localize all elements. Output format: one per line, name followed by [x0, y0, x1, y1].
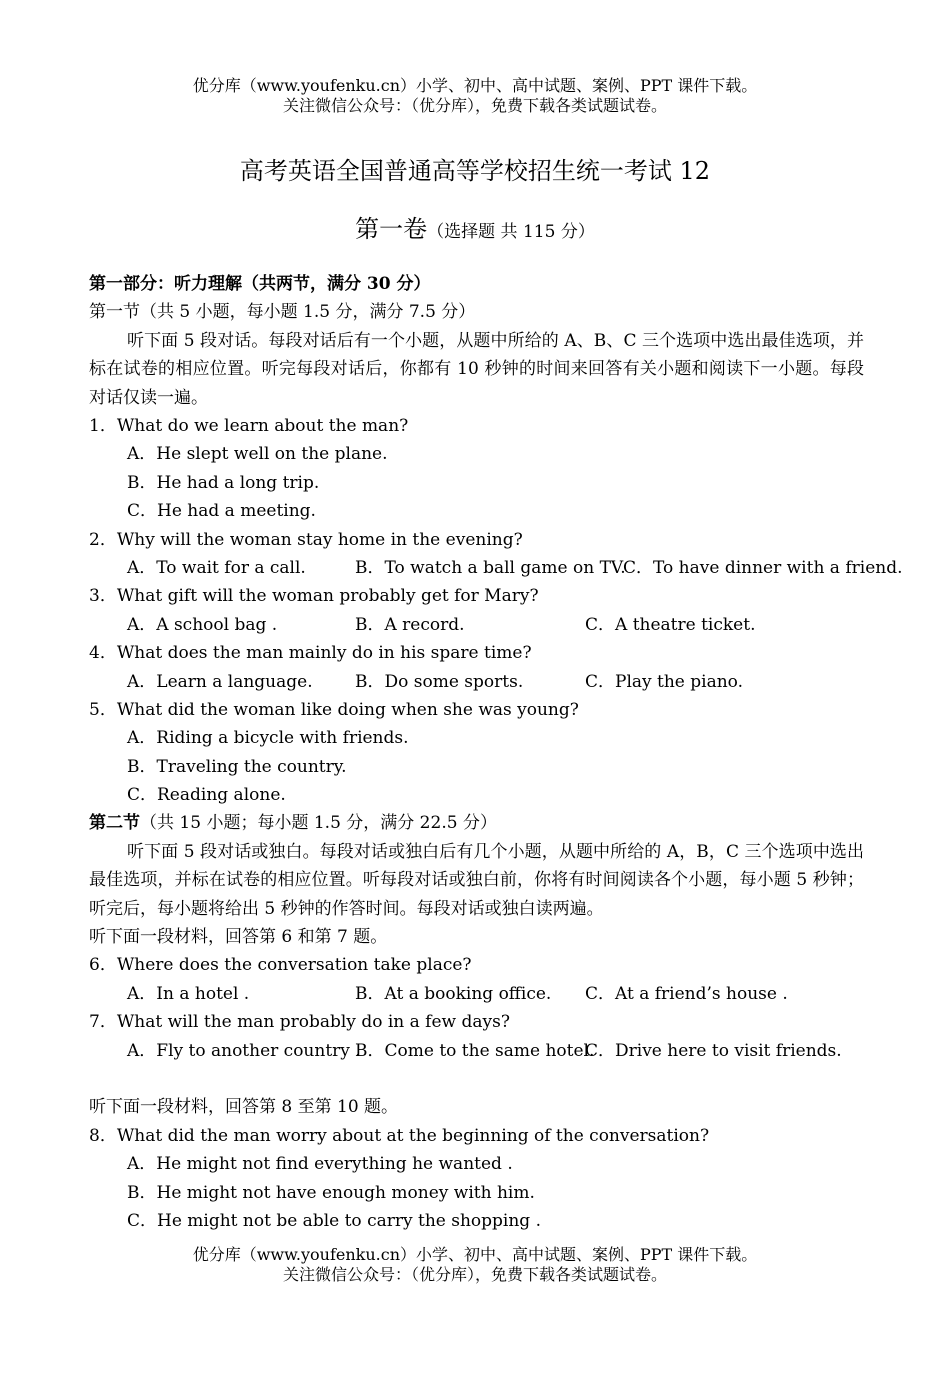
volume-note: （选择题 共 115 分）: [427, 222, 595, 242]
header-line-1: 优分库（www.youfenku.cn）小学、初中、高中试题、案例、PPT 课件下载。: [192, 76, 758, 95]
header-line-2: 关注微信公众号：（优分库），免费下载各类试题试卷。: [282, 96, 667, 115]
question-3-options: [89, 611, 864, 639]
question-3-option-c: C．A theatre ticket.: [585, 614, 756, 635]
volume-title: [0, 214, 950, 247]
question-7-option-b: B．Come to the same hotel.: [355, 1040, 595, 1061]
section1-instructions: 听下面 5 段对话。每段对话后有一个小题，从题中所给的 A、B、C 三个选项中选出最佳选项，并标在试卷的相应位置。听完每段对话后，你都有 10 秒钟的时间来回答有关小题和阅读下一小题。每段对话仅读一遍。: [89, 330, 864, 408]
section1-heading: 第一节（共 5 小题，每小题 1.5 分，满分 7.5 分）: [89, 302, 476, 323]
question-5-option-b: B．Traveling the country.: [127, 756, 347, 777]
question-1-option-a: A．He slept well on the plane.: [127, 444, 388, 465]
question-6-options: [89, 980, 864, 1008]
question-7-option-c: C．Drive here to visit friends.: [585, 1040, 842, 1061]
section2-heading: [89, 809, 864, 837]
question-8-option-c: C．He might not be able to carry the shopping .: [127, 1210, 541, 1231]
question-7-stem: 7．What will the man probably do in a few days?: [89, 1012, 510, 1033]
footer-line-1: 优分库（www.youfenku.cn）小学、初中、高中试题、案例、PPT 课件下载。: [192, 1245, 758, 1264]
question-4-option-c: C．Play the piano.: [585, 671, 744, 692]
exam-title: 高考英语全国普通高等学校招生统一考试 12: [239, 157, 711, 185]
question-3-option-a: A．A school bag .: [127, 614, 278, 635]
question-4-option-b: B．Do some sports.: [355, 671, 524, 692]
question-2-stem: 2．Why will the woman stay home in the evening?: [89, 529, 523, 550]
question-4-options: [89, 668, 864, 696]
question-2-options: [89, 554, 903, 582]
question-3-option-b: B．A record.: [355, 614, 465, 635]
volume-main: 第一卷: [355, 215, 428, 243]
question-6-option-b: B．At a booking office.: [355, 983, 552, 1004]
exam-body: [89, 270, 903, 1235]
question-5-stem: 5．What did the woman like doing when she was young?: [89, 699, 579, 720]
question-2-option-a: A．To wait for a call.: [127, 557, 306, 578]
blank-line: [89, 1065, 864, 1093]
question-7-option-a: A．Fly to another country .: [127, 1040, 361, 1061]
question-8-option-b: B．He might not have enough money with him.: [127, 1182, 535, 1203]
material-6-7-intro: 听下面一段材料，回答第 6 和第 7 题。: [89, 927, 388, 948]
question-5-option-c: C．Reading alone.: [127, 785, 286, 806]
question-4-option-a: A．Learn a language.: [127, 671, 313, 692]
question-4-stem: 4．What does the man mainly do in his spare time?: [89, 643, 532, 664]
question-1-stem: 1．What do we learn about the man?: [89, 416, 409, 436]
section2-heading-label: 第二节: [89, 813, 140, 834]
question-2-option-b: B．To watch a ball game on TV.: [355, 557, 626, 578]
question-7-options: [89, 1037, 864, 1065]
part1-heading: 第一部分：听力理解（共两节，满分 30 分）: [89, 274, 431, 294]
question-3-stem: 3．What gift will the woman probably get for Mary?: [89, 586, 539, 607]
question-1-option-b: B．He had a long trip.: [127, 472, 320, 493]
question-6-option-a: A．In a hotel .: [127, 983, 250, 1004]
section2-instructions: 听下面 5 段对话或独白。每段对话或独白后有几个小题，从题中所给的 A，B，C 三个选项中选出最佳选项，并标在试卷的相应位置。听每段对话或独白前，你将有时间阅读各个小题，每小题 5 秒钟；听完后，每小题将给出 5 秒钟的作答时间。每段对话或独白读两遍。: [89, 841, 864, 919]
page-header: [0, 76, 950, 116]
page-footer: [0, 1245, 950, 1285]
question-1-option-c: C．He had a meeting.: [127, 501, 316, 522]
question-6-option-c: C．At a friend’s house .: [585, 983, 788, 1004]
question-6-stem: 6．Where does the conversation take place?: [89, 955, 472, 976]
question-2-option-c: C．To have dinner with a friend.: [623, 557, 903, 578]
material-8-10-intro: 听下面一段材料，回答第 8 至第 10 题。: [89, 1097, 399, 1118]
footer-line-2: 关注微信公众号：（优分库），免费下载各类试题试卷。: [282, 1265, 667, 1284]
question-8-stem: 8．What did the man worry about at the beginning of the conversation?: [89, 1125, 710, 1146]
question-5-option-a: A．Riding a bicycle with friends.: [127, 728, 409, 749]
question-8-option-a: A．He might not find everything he wanted .: [127, 1154, 513, 1175]
section2-heading-note: （共 15 小题；每小题 1.5 分，满分 22.5 分）: [140, 813, 497, 834]
